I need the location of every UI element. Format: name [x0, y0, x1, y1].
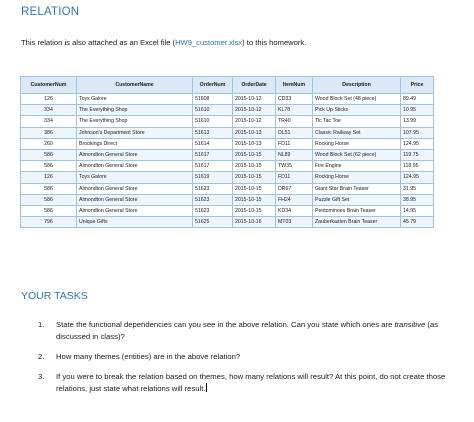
cell-ordernum: 51617 — [193, 161, 233, 172]
cell-description: Wood Block Set (48 piece) — [313, 94, 401, 105]
cell-itemnum: FD11 — [276, 172, 313, 183]
cell-orderdate: 2015-10-15 — [233, 194, 276, 205]
cell-orderdate: 2015-10-12 — [233, 105, 276, 116]
task-number: 1. — [38, 320, 45, 329]
cell-ordernum: 51623 — [193, 183, 233, 194]
cell-customername: Almondton General Store — [77, 161, 193, 172]
cell-itemnum: CD33 — [276, 94, 313, 105]
cell-description: Wood Block Set (62 piece) — [313, 149, 401, 160]
task-number: 3. — [38, 372, 45, 381]
cell-customername: Johnson's Department Store — [77, 127, 193, 138]
table-row — [21, 138, 434, 149]
tasks-heading: YOUR TASKS — [21, 290, 88, 302]
cell-ordernum: 51610 — [193, 116, 233, 127]
table-row — [21, 94, 434, 105]
header-itemnum: ItemNum — [276, 77, 313, 94]
excel-file-link[interactable]: HW9_customer.xlsx — [175, 38, 243, 47]
cell-customername: Toys Galore — [77, 94, 193, 105]
cell-customername: Almondton General Store — [77, 205, 193, 216]
cell-price: 45.79 — [401, 217, 434, 228]
task-text: How many themes (entities) are in the above relation? — [56, 352, 241, 361]
cell-description: Tic Tac Toe — [313, 116, 401, 127]
cell-orderdate: 2015-10-13 — [233, 138, 276, 149]
task-text: State the functional dependencies can you see in the above relation. Can you state which ones are — [56, 320, 395, 329]
cell-customernum: 586 — [21, 205, 77, 216]
cell-price: 119.75 — [401, 149, 434, 160]
cell-ordernum: 51614 — [193, 138, 233, 149]
header-price: Price — [401, 77, 434, 94]
cell-price: 124.95 — [401, 172, 434, 183]
table-row — [21, 205, 434, 216]
cell-ordernum: 51613 — [193, 127, 233, 138]
cell-itemnum: NL89 — [276, 149, 313, 160]
cell-customernum: 586 — [21, 194, 77, 205]
text-cursor — [206, 383, 207, 392]
cell-ordernum: 51625 — [193, 217, 233, 228]
table-row — [21, 116, 434, 127]
header-customername: CustomerName — [77, 77, 193, 94]
task-list — [38, 319, 458, 403]
cell-customernum: 586 — [21, 161, 77, 172]
table-row — [21, 217, 434, 228]
cell-customername: Almondton General Store — [77, 149, 193, 160]
cell-customername: Almondton General Store — [77, 194, 193, 205]
table-body — [21, 94, 434, 228]
task-number: 2. — [38, 352, 45, 361]
cell-price: 107.95 — [401, 127, 434, 138]
cell-customernum: 386 — [21, 127, 77, 138]
cell-price: 118.95 — [401, 161, 434, 172]
intro-paragraph — [21, 38, 306, 47]
cell-customernum: 126 — [21, 94, 77, 105]
task-item — [38, 351, 458, 363]
cell-customername: Unique Gifts — [77, 217, 193, 228]
cell-description: Giant Star Brain Teaser — [313, 183, 401, 194]
relation-table — [20, 76, 434, 228]
cell-price: 10.95 — [401, 105, 434, 116]
table-row — [21, 194, 434, 205]
cell-orderdate: 2015-10-15 — [233, 172, 276, 183]
relation-heading: RELATION — [21, 6, 80, 18]
cell-description: Puzzle Gift Set — [313, 194, 401, 205]
cell-customername: The Everything Shop — [77, 105, 193, 116]
cell-description: Rocking Horse — [313, 138, 401, 149]
cell-orderdate: 2015-10-15 — [233, 183, 276, 194]
cell-price: 13.99 — [401, 116, 434, 127]
cell-itemnum: MT03 — [276, 217, 313, 228]
cell-ordernum: 51619 — [193, 172, 233, 183]
cell-description: Classic Railway Set — [313, 127, 401, 138]
cell-orderdate: 2015-10-13 — [233, 127, 276, 138]
cell-customernum: 796 — [21, 217, 77, 228]
header-orderdate: OrderDate — [233, 77, 276, 94]
table-row — [21, 149, 434, 160]
cell-itemnum: KD34 — [276, 205, 313, 216]
cell-orderdate: 2015-10-12 — [233, 116, 276, 127]
cell-customername: Toys Galore — [77, 172, 193, 183]
cell-ordernum: 51617 — [193, 149, 233, 160]
cell-price: 124.95 — [401, 138, 434, 149]
cell-price: 14.95 — [401, 205, 434, 216]
task-emphasis: transitive — [394, 320, 426, 329]
task-item — [38, 371, 458, 395]
cell-customername: Almondton General Store — [77, 183, 193, 194]
header-ordernum: OrderNum — [193, 77, 233, 94]
header-description: Description — [313, 77, 401, 94]
cell-itemnum: FD11 — [276, 138, 313, 149]
table-row — [21, 105, 434, 116]
cell-price: 31.95 — [401, 183, 434, 194]
table-row — [21, 161, 434, 172]
header-customernum: CustomerNum — [21, 77, 77, 94]
cell-description: Rocking Horse — [313, 172, 401, 183]
task-text: If you were to break the relation based on themes, how many relations will result? At this point, do not create those relations, just state what relations will result. — [56, 372, 446, 393]
cell-orderdate: 2015-10-16 — [233, 217, 276, 228]
cell-ordernum: 51608 — [193, 94, 233, 105]
table-row — [21, 183, 434, 194]
cell-ordernum: 51610 — [193, 105, 233, 116]
table-header-row — [21, 77, 434, 94]
table-row — [21, 172, 434, 183]
table-row — [21, 127, 434, 138]
cell-customernum: 586 — [21, 149, 77, 160]
cell-description: Pentominoes Brain Teaser — [313, 205, 401, 216]
cell-price: 89.49 — [401, 94, 434, 105]
task-item — [38, 319, 458, 343]
task-text-end: (as discussed in class)? — [56, 320, 439, 341]
cell-description: Pick Up Sticks — [313, 105, 401, 116]
cell-itemnum: FH24 — [276, 194, 313, 205]
cell-orderdate: 2015-10-15 — [233, 161, 276, 172]
cell-orderdate: 2015-10-15 — [233, 205, 276, 216]
cell-itemnum: DR67 — [276, 183, 313, 194]
cell-customernum: 586 — [21, 183, 77, 194]
cell-customernum: 334 — [21, 105, 77, 116]
cell-customernum: 260 — [21, 138, 77, 149]
cell-itemnum: TW35 — [276, 161, 313, 172]
intro-suffix: ) to this homework. — [242, 38, 307, 47]
cell-itemnum: KL78 — [276, 105, 313, 116]
intro-prefix: This relation is also attached as an Excel file ( — [21, 38, 176, 47]
cell-ordernum: 51623 — [193, 205, 233, 216]
cell-orderdate: 2015-10-15 — [233, 149, 276, 160]
cell-customernum: 334 — [21, 116, 77, 127]
cell-itemnum: TR40 — [276, 116, 313, 127]
cell-price: 38.95 — [401, 194, 434, 205]
cell-ordernum: 51623 — [193, 194, 233, 205]
cell-description: Zauberkasten Brain Teaser — [313, 217, 401, 228]
cell-customername: The Everything Shop — [77, 116, 193, 127]
cell-orderdate: 2015-10-12 — [233, 94, 276, 105]
cell-itemnum: DL51 — [276, 127, 313, 138]
cell-customernum: 126 — [21, 172, 77, 183]
cell-description: Fire Engine — [313, 161, 401, 172]
cell-customername: Brookings Direct — [77, 138, 193, 149]
